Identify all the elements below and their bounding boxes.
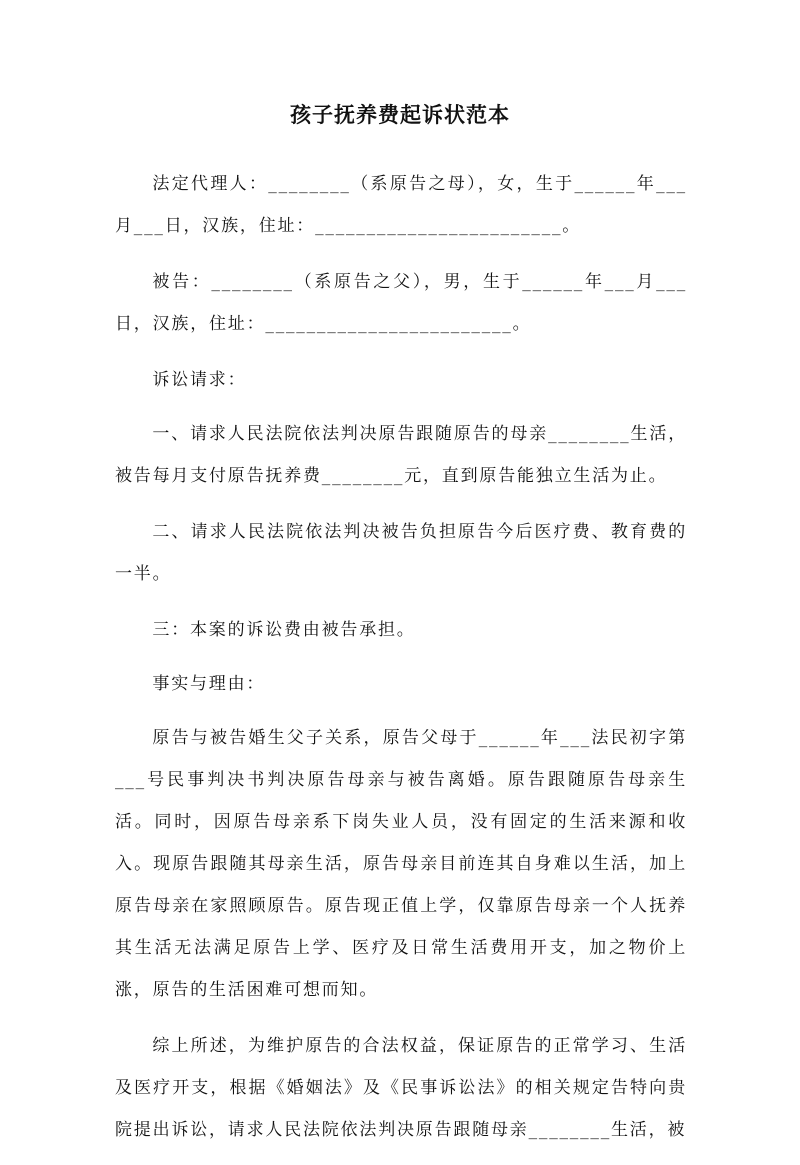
- paragraph-claims-heading: 诉讼请求：: [152, 370, 247, 390]
- paragraph-legal-representative: 法定代理人：________（系原告之母），女，生于______年___月___日，汉族，住址：________________________。: [115, 174, 687, 236]
- paragraph-conclusion: 综上所述，为维护原告的合法权益，保证原告的正常学习、生活及医疗开支，根据《婚姻法》及《民事诉讼法》的相关规定告特向贵院提出诉讼，请求人民法院依法判决原告跟随母亲________生活，被: [115, 1036, 687, 1140]
- paragraph-defendant: 被告：________（系原告之父），男，生于______年___月___日，汉族，住址：________________________。: [115, 272, 687, 334]
- document-body: [115, 163, 687, 1165]
- paragraph-facts: 原告与被告婚生父子关系，原告父母于______年___法民初字第___号民事判决书判决原告母亲与被告离婚。原告跟随原告母亲生活。同时，因原告母亲系下岗失业人员，没有固定的生活来源和收入。现原告跟随其母亲生活，原告母亲目前连其自身难以生活，加上原告母亲在家照顾原告。原告现正值上学，仅靠原告母亲一个人抚养其生活无法满足原告上学、医疗及日常生活费用开支，加之物价上涨，原告的生活困难可想而知。: [115, 728, 687, 1000]
- paragraph-claim-1: 一、请求人民法院依法判决原告跟随原告的母亲________生活，被告每月支付原告抚养费________元，直到原告能独立生活为止。: [115, 424, 687, 486]
- paragraph-claim-3: 三：本案的诉讼费由被告承担。: [152, 620, 416, 640]
- paragraph-claim-2: 二、请求人民法院依法判决被告负担原告今后医疗费、教育费的一半。: [115, 522, 687, 584]
- document-title: 孩子抚养费起诉状范本: [290, 102, 510, 127]
- paragraph-facts-heading: 事实与理由：: [152, 674, 266, 694]
